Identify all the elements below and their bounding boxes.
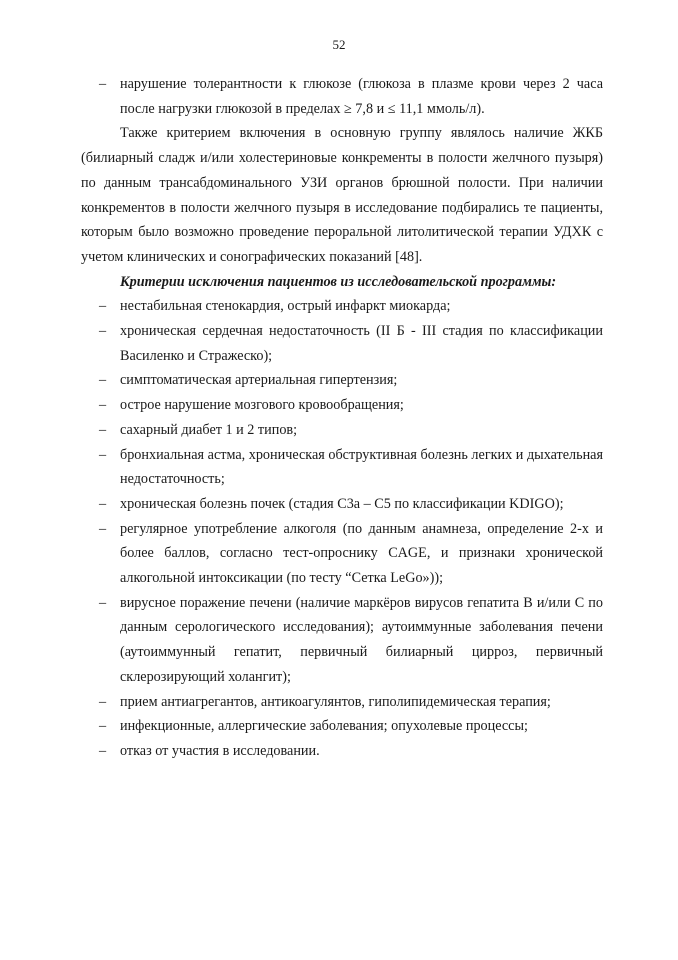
bullet-dash: – <box>99 693 107 710</box>
exclusion-item-text: инфекционные, аллергические заболевания; опухолевые процессы; <box>120 718 528 735</box>
intro-bullet-text: нарушение толерантности к глюкозе (глюкоза в плазме крови через 2 часа после нагрузки глюкозой в пределах ≥ 7,8 и ≤ 11,1 ммоль/л). <box>120 76 603 117</box>
bullet-dash: – <box>99 718 107 735</box>
bullet-dash: – <box>99 372 107 389</box>
bullet-dash: – <box>99 76 107 92</box>
exclusion-item <box>81 739 603 764</box>
bullet-dash: – <box>99 495 107 512</box>
exclusion-item-text: хроническая сердечная недостаточность (II Б - III стадия по классификации Василенко и Стражеско); <box>120 323 603 364</box>
exclusion-item-text: хроническая болезнь почек (стадия С3а – С5 по классификации KDIGO); <box>120 495 564 512</box>
bullet-dash: – <box>99 298 107 315</box>
exclusion-item <box>81 368 603 393</box>
exclusion-item <box>81 591 603 690</box>
exclusion-item <box>81 443 603 492</box>
exclusion-item <box>81 294 603 319</box>
exclusion-item <box>81 319 603 368</box>
exclusion-item <box>81 690 603 715</box>
exclusion-criteria-list <box>81 294 603 763</box>
exclusion-item-text: сахарный диабет 1 и 2 типов; <box>120 421 298 438</box>
exclusion-item-text: острое нарушение мозгового кровообращения; <box>120 397 404 414</box>
inclusion-paragraph: Также критерием включения в основную группу являлось наличие ЖКБ (билиарный сладж и/или холестериновые конкременты в полости желчного пузыря) по данным трансабдоминального УЗИ органов брюшной полости. При наличии конкрементов в полости желчного пузыря в исследование подбирались те пациенты, которым было возможно проведение пероральной литолитической терапии УДХК с учетом клинических и сонографических показаний [48]. <box>81 125 603 265</box>
exclusion-item <box>81 418 603 443</box>
exclusion-item-text: прием антиагрегантов, антикоагулянтов, гиполипидемическая терапия; <box>120 693 551 710</box>
exclusion-item <box>81 714 603 739</box>
intro-bullet-item <box>81 72 603 121</box>
page-number: 52 <box>332 37 346 52</box>
exclusion-item-text: регулярное употребление алкоголя (по данным анамнеза, определение 2-х и более баллов, согласно тест-опроснику CAGE, и признаки хронической алкогольной интоксикации (по тесту “Сетка LeGo»)); <box>120 520 603 587</box>
bullet-dash: – <box>99 520 107 537</box>
bullet-dash: – <box>99 323 107 340</box>
exclusion-item <box>81 492 603 517</box>
page-content <box>81 72 603 764</box>
bullet-dash: – <box>99 594 107 611</box>
exclusion-item-text: бронхиальная астма, хроническая обструктивная болезнь легких и дыхательная недостаточность; <box>120 446 603 488</box>
exclusion-item-text: вирусное поражение печени (наличие маркёров вирусов гепатита В и/или С по данным серологического исследования); аутоиммунные заболевания печени (аутоиммунный гепатит, первичный билиарный цирроз, первичный склерозирующий холангит); <box>120 594 603 685</box>
bullet-dash: – <box>99 742 107 759</box>
exclusion-criteria-heading: Критерии исключения пациентов из исследовательской программы: <box>120 273 557 290</box>
bullet-dash: – <box>99 421 107 438</box>
bullet-dash: – <box>99 397 107 414</box>
bullet-dash: – <box>99 446 107 463</box>
exclusion-item-text: нестабильная стенокардия, острый инфаркт миокарда; <box>120 298 451 315</box>
exclusion-item <box>81 393 603 418</box>
exclusion-item <box>81 517 603 591</box>
exclusion-item-text: отказ от участия в исследовании. <box>120 742 320 759</box>
exclusion-item-text: симптоматическая артериальная гипертензия; <box>120 372 398 389</box>
